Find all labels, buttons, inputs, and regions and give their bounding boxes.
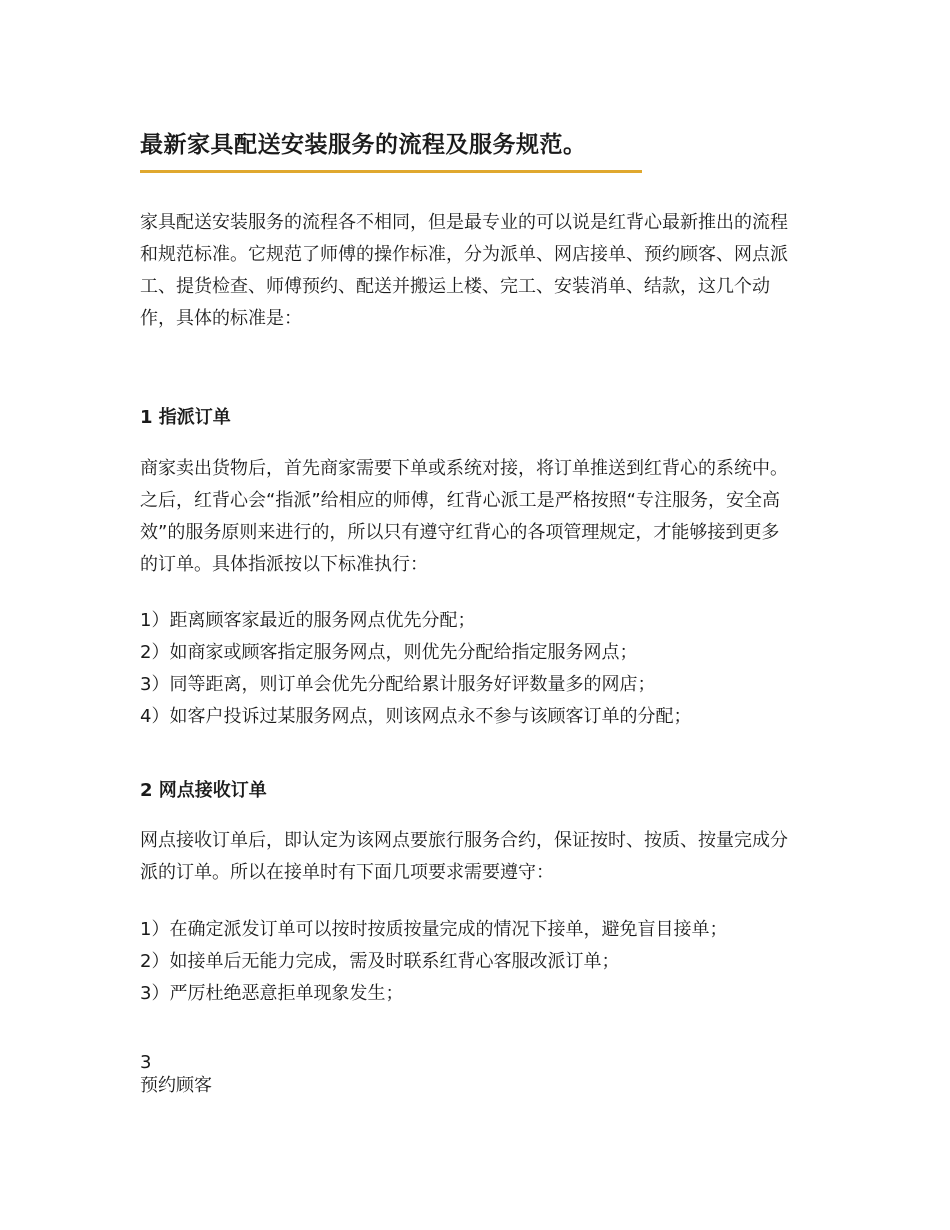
list-item: 1）在确定派发订单可以按时按质按量完成的情况下接单，避免盲目接单； <box>140 919 728 940</box>
section2-heading: 2 网点接收订单 <box>140 780 267 801</box>
section1-line: 之后，红背心会“指派”给相应的师傅，红背心派工是严格按照“专注服务，安全高 <box>140 490 780 511</box>
title-underline <box>140 170 642 173</box>
intro-line: 作，具体的标准是： <box>140 308 302 329</box>
list-item: 3）同等距离，则订单会优先分配给累计服务好评数量多的网店； <box>140 674 656 695</box>
section2-line: 派的订单。所以在接单时有下面几项要求需要遵守： <box>140 862 554 883</box>
section2-paragraph <box>140 825 812 889</box>
section1-line: 的订单。具体指派按以下标准执行： <box>140 554 428 575</box>
section2-list <box>140 914 727 1010</box>
list-item: 1）距离顾客家最近的服务网点优先分配； <box>140 610 476 631</box>
document-title: 最新家具配送安装服务的流程及服务规范。 <box>140 132 587 158</box>
section3-number: 3 <box>140 1052 152 1073</box>
list-item: 3）严厉杜绝恶意拒单现象发生； <box>140 983 404 1004</box>
list-item: 4）如客户投诉过某服务网点，则该网点永不参与该顾客订单的分配； <box>140 706 692 727</box>
section2-line: 网点接收订单后，即认定为该网点要旅行服务合约，保证按时、按质、按量完成分 <box>140 830 788 851</box>
list-item: 2）如商家或顾客指定服务网点，则优先分配给指定服务网点； <box>140 642 638 663</box>
intro-line: 家具配送安装服务的流程各不相同，但是最专业的可以说是红背心最新推出的流程 <box>140 212 788 233</box>
section1-line: 商家卖出货物后，首先商家需要下单或系统对接，将订单推送到红背心的系统中。 <box>140 458 788 479</box>
list-item: 2）如接单后无能力完成，需及时联系红背心客服改派订单； <box>140 951 620 972</box>
intro-paragraph <box>140 207 812 335</box>
intro-line: 和规范标准。它规范了师傅的操作标准，分为派单、网店接单、预约顾客、网点派 <box>140 244 788 265</box>
section1-line: 效”的服务原则来进行的，所以只有遵守红背心的各项管理规定，才能够接到更多 <box>140 522 780 543</box>
section1-paragraph <box>140 453 812 581</box>
section3-heading: 预约顾客 <box>140 1075 212 1096</box>
intro-line: 工、提货检查、师傅预约、配送并搬运上楼、完工、安装消单、结款，这几个动 <box>140 276 770 297</box>
section1-heading: 1 指派订单 <box>140 407 231 428</box>
section1-list <box>140 605 691 733</box>
